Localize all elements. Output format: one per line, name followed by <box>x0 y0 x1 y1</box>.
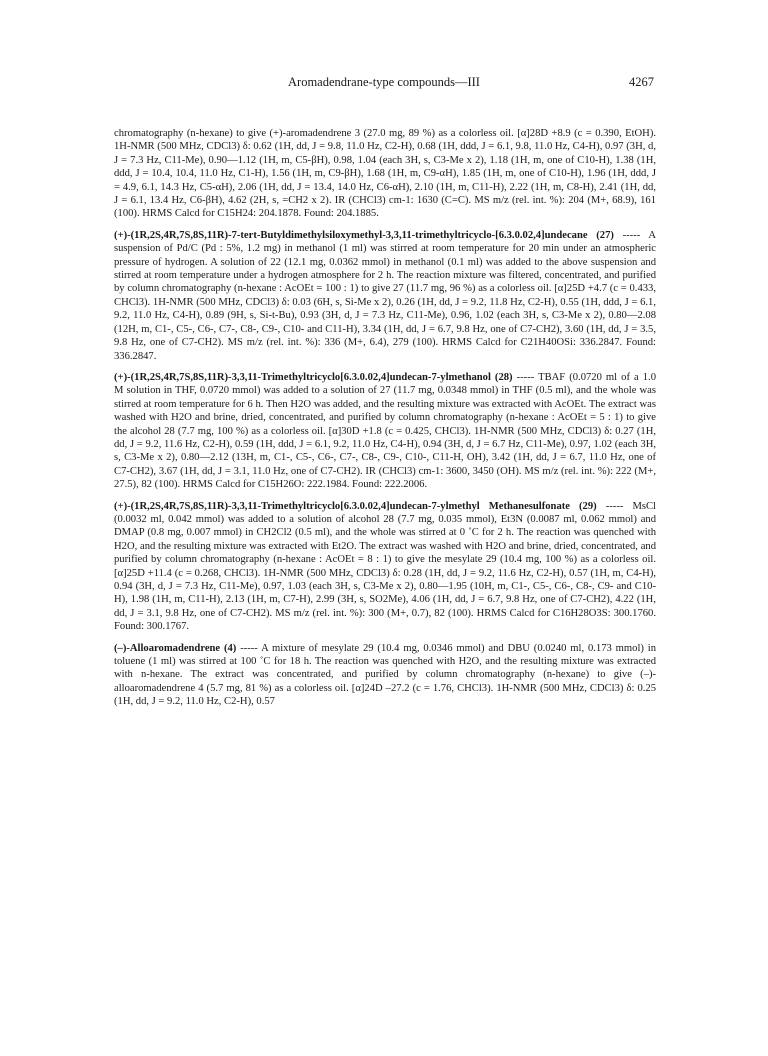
paragraph-compound-28 <box>114 371 656 492</box>
paragraph-text: ----- TBAF (0.0720 ml of a 1.0 M solution in THF, 0.0720 mmol) was added to a solution of 27 (11.7 mg, 0.0348 mmol) in THF (0.5 ml), and the whole was stirred at room temperature for 6 h. Then H2O was added, and the resulting mixture was extracted with AcOEt. The extract was washed with H2O and brine, dried, concentrated, and purified by column chromatography (n-hexane : AcOEt = 5 : 1) to give the alcohol 28 (7.7 mg, 100 %) as a colorless oil. [α]30D +1.8 (c = 0.425, CHCl3). 1H-NMR (500 MHz, CDCl3) δ: 0.27 (1H, dd, J = 9.2, 11.6 Hz, C2-H), 0.59 (1H, ddd, J = 6.1, 9.2, 11.0 Hz, C4-H), 0.94 (3H, d, J = 6.7 Hz, C11-Me), 0.97, 1.02 (each 3H, s, C3-Me x 2), 0.80—2.12 (13H, m, C1-, C5-, C6-, C7-, C8-, C9-, C10-, C11-H, OH), 3.42 (1H, dd, J = 6.7, 11.0 Hz, one of C7-CH2), 3.67 (1H, dd, J = 3.1, 11.0 Hz, one of C7-CH2). IR (CHCl3) cm-1: 3600, 3450 (OH). MS m/z (rel. int. %): 222 (M+, 27.5), 82 (100). HRMS Calcd for C15H26O: 222.1984. Found: 222.2006. <box>114 371 656 491</box>
compound-title: (+)-(1R,2S,4R,7S,8S,11R)-3,3,11-Trimethyltricyclo[6.3.0.02,4]undecan-7-ylmethyl Methanesulfonate (29) <box>114 500 597 512</box>
main-text <box>114 127 656 717</box>
paragraph-compound-27 <box>114 229 656 363</box>
paragraph-alloaromadendrene <box>114 642 656 709</box>
page-header <box>114 75 654 95</box>
paragraph-aromadendrene-data <box>114 127 656 221</box>
compound-title: (–)-Alloaromadendrene (4) <box>114 642 237 654</box>
page-number: 4267 <box>629 75 654 89</box>
paragraph-compound-29 <box>114 500 656 634</box>
running-title: Aromadendrane-type compounds—III <box>288 75 480 89</box>
compound-title: (+)-(1R,2S,4R,7S,8S,11R)-3,3,11-Trimethyltricyclo[6.3.0.02,4]undecan-7-ylmethanol (28) <box>114 371 513 383</box>
paragraph-text: chromatography (n-hexane) to give (+)-aromadendrene 3 (27.0 mg, 89 %) as a colorless oil. [α]28D +8.9 (c = 0.390, EtOH). 1H-NMR (500 MHz, CDCl3) δ: 0.62 (1H, dd, J = 9.8, 11.0 Hz, C2-H), 0.68 (1H, ddd, J = 6.1, 9.8, 11.0 Hz, C4-H), 0.97 (3H, d, J = 7.3 Hz, C11-Me), 0.90—1.12 (1H, m, C5-βH), 0.98, 1.04 (each 3H, s, C3-Me x 2), 1.18 (1H, m, one of C10-H), 1.38 (1H, ddd, J = 10.4, 10.4, 11.0 Hz, C1-H), 1.56 (1H, m, C9-βH), 1.68 (1H, m, C9-αH), 1.85 (1H, m, one of C10-H), 1.96 (1H, ddd, J = 4.9, 6.1, 14.3 Hz, C5-αH), 2.06 (1H, dd, J = 13.4, 14.0 Hz, C6-αH), 2.10 (1H, m, C11-H), 2.22 (1H, m, C8-H), 2.41 (1H, dd, J = 6.1, 13.4 Hz, C6-βH), 4.62 (2H, s, =CH2 x 2). IR (CHCl3) cm-1: 1630 (C=C). MS m/z (rel. int. %): 204 (M+, 68.9), 161 (100). HRMS Calcd for C15H24: 204.1878. Found: 204.1885. <box>114 128 656 220</box>
paragraph-text: ----- MsCl (0.0032 ml, 0.042 mmol) was added to a solution of alcohol 28 (7.7 mg, 0.035 mmol), Et3N (0.0087 ml, 0.062 mmol) and DMAP (0.8 mg, 0.007 mmol) in CH2Cl2 (0.5 ml), and the whole was stirred at 0 ˚C for 2 h. The reaction was quenched with H2O, and the resulting mixture was extracted with Et2O. The extract was washed with H2O and brine, dried, concentrated, and purified by column chromatography (n-hexane : AcOEt = 8 : 1) to give the mesylate 29 (10.4 mg, 100 %) as a colorless oil. [α]25D +11.4 (c = 0.268, CHCl3). 1H-NMR (500 MHz, CDCl3) δ: 0.28 (1H, dd, J = 9.2, 11.6 Hz, C2-H), 0.57 (1H, m, C4-H), 0.94 (3H, d, J = 7.3 Hz, C11-Me), 0.97, 1.03 (each 3H, s, C3-Me x 2), 0.80—1.95 (10H, m, C1-, C5-, C6-, C8-, C9- and C10-H), 1.98 (1H, m, C11-H), 2.13 (1H, m, C7-H), 2.99 (3H, s, SO2Me), 4.06 (1H, dd, J = 6.7, 9.8 Hz, one of C7-CH2), 4.22 (1H, dd, J = 3.1, 9.8 Hz, one of C7-CH2). MS m/z (rel. int. %): 300 (M+, 0.7), 82 (100). HRMS Calcd for C16H28O3S: 300.1760. Found: 300.1767. <box>114 500 656 633</box>
compound-title: (+)-(1R,2S,4R,7S,8S,11R)-7-tert-Butyldimethylsiloxymethyl-3,3,11-trimethyltricyclo-[6.3.0.02,4]undecane (27) <box>114 229 614 241</box>
paragraph-text: ----- A suspension of Pd/C (Pd : 5%, 1.2 mg) in methanol (1 ml) was stirred at room temperature for 20 min under an atmospheric pressure of hydrogen. A solution of 22 (12.1 mg, 0.0362 mmol) in methanol (0.1 ml) was added to the above suspension and stirred at room temperature under a hydrogen atmosphere for 2 h. The reaction mixture was filtered, concentrated, and purified by column chromatography (n-hexane : AcOEt = 100 : 1) to give 27 (11.7 mg, 96 %) as a colorless oil. [α]25D +4.7 (c = 0.433, CHCl3). 1H-NMR (500 MHz, CDCl3) δ: 0.03 (6H, s, Si-Me x 2), 0.26 (1H, dd, J = 9.2, 11.8 Hz, C2-H), 0.55 (1H, ddd, J = 6.1, 9.2, 11.0 Hz, C4-H), 0.89 (9H, s, Si-t-Bu), 0.93 (3H, d, J = 7.3 Hz, C11-Me), 0.96, 1.02 (each 3H, s, C3-Me x 2), 0.80—2.08 (12H, m, C1-, C5-, C6-, C7-, C8-, C9-, C10- and C11-H), 3.34 (1H, dd, J = 6.7, 9.8 Hz, one of C7-CH2), 3.60 (1H, dd, J = 3.5, 9.8 Hz, one of C7-CH2). MS m/z (rel. int. %): 336 (M+, 6.4), 279 (100). HRMS Calcd for C21H40OSi: 336.2847. Found: 336.2847. <box>114 229 656 362</box>
paragraph-text: ----- A mixture of mesylate 29 (10.4 mg, 0.0346 mmol) and DBU (0.0240 ml, 0.173 mmol) in toluene (1 ml) was stirred at 100 ˚C for 18 h. The reaction was quenched with H2O, and the resulting mixture was extracted with n-hexane. The extract was concentrated, and purified by column chromatography (n-hexane) to give (–)-alloaromadendrene 4 (5.7 mg, 81 %) as a colorless oil. [α]24D –27.2 (c = 1.76, CHCl3). 1H-NMR (500 MHz, CDCl3) δ: 0.25 (1H, dd, J = 9.2, 11.0 Hz, C2-H), 0.57 <box>114 642 656 708</box>
